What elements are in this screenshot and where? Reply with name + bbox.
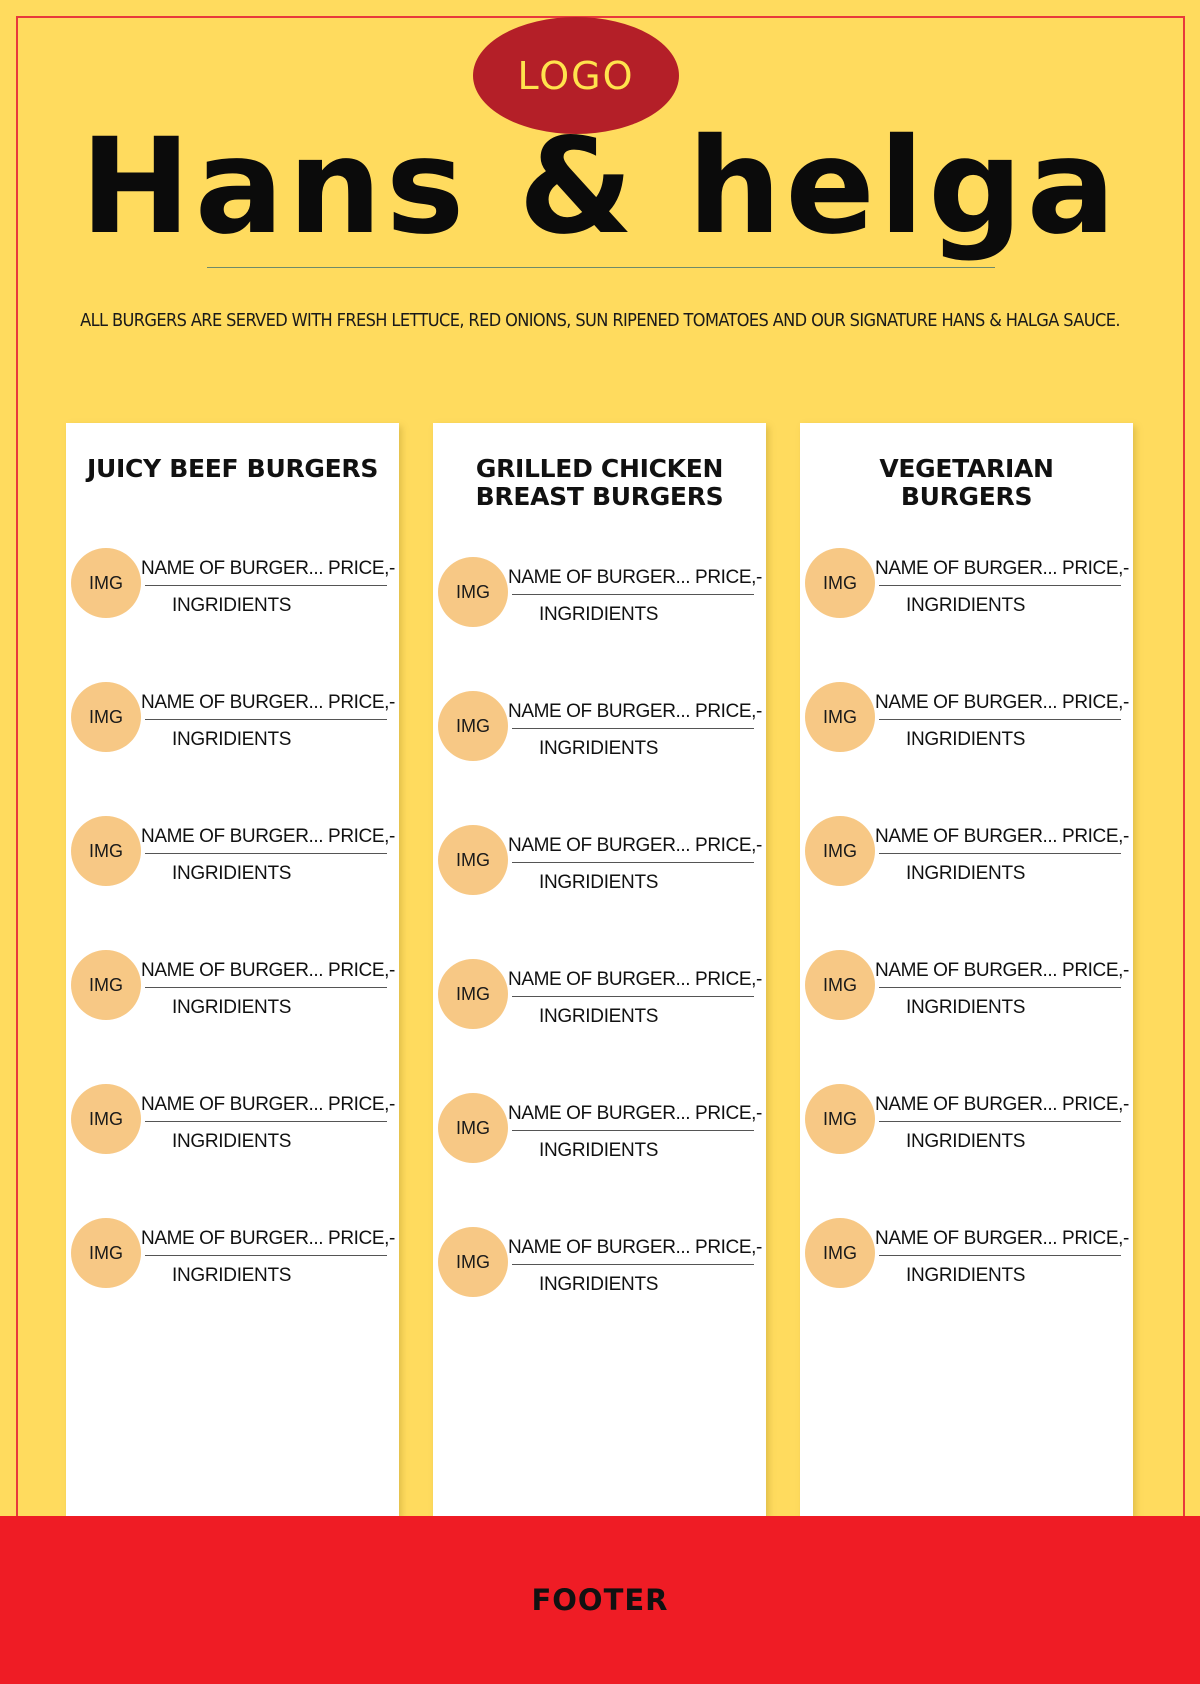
burger-name-price: NAME OF BURGER... PRICE,- [141,1094,395,1115]
item-divider [512,728,754,729]
burger-image-placeholder: IMG [71,548,141,618]
burger-image-placeholder: IMG [438,959,508,1029]
brand-title: Hans & helga [80,110,1120,264]
burger-name-price: NAME OF BURGER... PRICE,- [875,558,1129,579]
burger-ingredients: INGRIDIENTS [906,729,1026,750]
burger-name-price: NAME OF BURGER... PRICE,- [875,1094,1129,1115]
burger-name-price: NAME OF BURGER... PRICE,- [875,826,1129,847]
item-divider [879,1255,1121,1256]
burger-name-price: NAME OF BURGER... PRICE,- [141,692,395,713]
menu-item [438,959,768,1031]
burger-name-price: NAME OF BURGER... PRICE,- [141,558,395,579]
menu-item [438,691,768,763]
burger-ingredients: INGRIDIENTS [172,595,292,616]
column-heading: GRILLED CHICKEN BREAST BURGERS [475,454,724,511]
menu-item [438,825,768,897]
menu-column-beef [66,423,399,1516]
burger-ingredients: INGRIDIENTS [906,863,1026,884]
burger-name-price: NAME OF BURGER... PRICE,- [875,692,1129,713]
item-divider [512,594,754,595]
item-divider [879,1121,1121,1122]
burger-image-placeholder: IMG [438,1227,508,1297]
menu-item [71,1218,401,1290]
menu-item [805,1218,1135,1290]
burger-image-placeholder: IMG [805,816,875,886]
menu-item [805,950,1135,1022]
column-heading: JUICY BEEF BURGERS [86,454,379,483]
burger-ingredients: INGRIDIENTS [906,997,1026,1018]
burger-ingredients: INGRIDIENTS [172,1265,292,1286]
item-divider [145,1121,387,1122]
item-divider [145,719,387,720]
menu-item [438,1227,768,1299]
burger-image-placeholder: IMG [805,682,875,752]
item-divider [145,853,387,854]
burger-ingredients: INGRIDIENTS [539,738,659,759]
burger-name-price: NAME OF BURGER... PRICE,- [141,1228,395,1249]
burger-ingredients: INGRIDIENTS [539,872,659,893]
burger-image-placeholder: IMG [805,950,875,1020]
page-footer [0,1516,1200,1684]
menu-item [71,682,401,754]
burger-image-placeholder: IMG [71,1218,141,1288]
burger-ingredients: INGRIDIENTS [539,604,659,625]
column-heading: VEGETARIAN BURGERS [879,454,1054,511]
burger-name-price: NAME OF BURGER... PRICE,- [141,826,395,847]
menu-column-vegetarian [800,423,1133,1516]
menu-item [438,1093,768,1165]
menu-item [805,816,1135,888]
burger-image-placeholder: IMG [71,1084,141,1154]
burger-image-placeholder: IMG [438,557,508,627]
item-divider [879,719,1121,720]
item-divider [512,862,754,863]
item-divider [879,987,1121,988]
burger-ingredients: INGRIDIENTS [906,1265,1026,1286]
burger-name-price: NAME OF BURGER... PRICE,- [875,1228,1129,1249]
item-divider [879,853,1121,854]
burger-ingredients: INGRIDIENTS [906,1131,1026,1152]
burger-ingredients: INGRIDIENTS [172,997,292,1018]
burger-ingredients: INGRIDIENTS [172,863,292,884]
burger-name-price: NAME OF BURGER... PRICE,- [508,1237,762,1258]
burger-image-placeholder: IMG [805,1218,875,1288]
menu-item [805,682,1135,754]
menu-item [71,816,401,888]
item-divider [145,585,387,586]
item-divider [145,987,387,988]
item-divider [879,585,1121,586]
burger-image-placeholder: IMG [71,950,141,1020]
item-divider [512,1130,754,1131]
burger-ingredients: INGRIDIENTS [539,1274,659,1295]
burger-name-price: NAME OF BURGER... PRICE,- [508,567,762,588]
menu-item [805,1084,1135,1156]
menu-item [71,950,401,1022]
menu-item [805,548,1135,620]
burger-name-price: NAME OF BURGER... PRICE,- [508,701,762,722]
burger-ingredients: INGRIDIENTS [906,595,1026,616]
burger-image-placeholder: IMG [71,816,141,886]
item-divider [145,1255,387,1256]
burger-ingredients: INGRIDIENTS [172,1131,292,1152]
burger-ingredients: INGRIDIENTS [539,1140,659,1161]
burger-image-placeholder: IMG [805,548,875,618]
burger-ingredients: INGRIDIENTS [539,1006,659,1027]
menu-item [71,1084,401,1156]
title-divider [207,267,995,268]
burger-ingredients: INGRIDIENTS [172,729,292,750]
menu-tagline: ALL BURGERS ARE SERVED WITH FRESH LETTUCE, RED ONIONS, SUN RIPENED TOMATOES AND OUR SIGNATURE HANS & HALGA SAUCE. [80,310,1120,331]
footer-label: FOOTER [531,1583,669,1617]
burger-image-placeholder: IMG [438,825,508,895]
item-divider [512,996,754,997]
menu-item [438,557,768,629]
burger-name-price: NAME OF BURGER... PRICE,- [508,835,762,856]
burger-name-price: NAME OF BURGER... PRICE,- [141,960,395,981]
menu-item [71,548,401,620]
burger-name-price: NAME OF BURGER... PRICE,- [875,960,1129,981]
burger-name-price: NAME OF BURGER... PRICE,- [508,969,762,990]
burger-image-placeholder: IMG [805,1084,875,1154]
burger-image-placeholder: IMG [438,691,508,761]
burger-name-price: NAME OF BURGER... PRICE,- [508,1103,762,1124]
item-divider [512,1264,754,1265]
burger-image-placeholder: IMG [438,1093,508,1163]
burger-image-placeholder: IMG [71,682,141,752]
menu-column-chicken [433,423,766,1516]
logo-text: LOGO [517,53,635,98]
